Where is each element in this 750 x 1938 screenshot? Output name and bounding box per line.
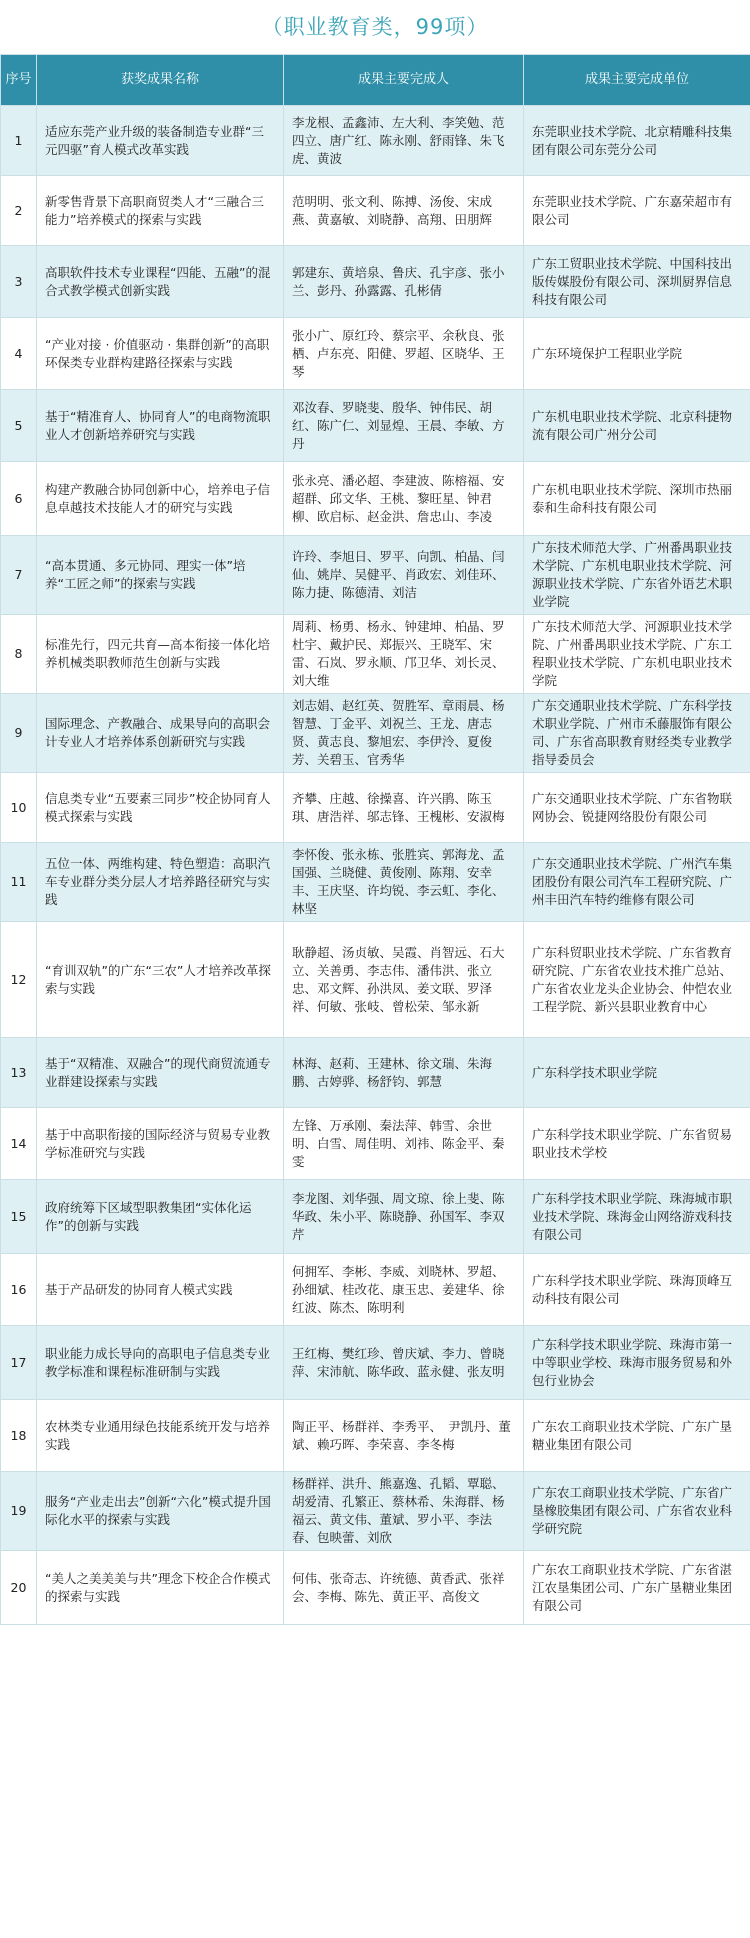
award-people: 齐攀、庄越、徐操喜、许兴鹃、陈玉琪、唐浩祥、邬志锋、王槐彬、安淑梅	[284, 773, 524, 843]
row-index: 13	[1, 1038, 37, 1108]
award-name: “育训双轨”的广东“三农”人才培养改革探索与实践	[37, 922, 284, 1038]
award-people: 陶正平、杨群祥、李秀平、 尹凯丹、董斌、赖巧晖、李荣喜、李冬梅	[284, 1400, 524, 1472]
table-row	[1, 462, 750, 536]
row-index: 6	[1, 462, 37, 536]
header-people: 成果主要完成人	[284, 55, 524, 106]
table-row	[1, 773, 750, 843]
table-row	[1, 1254, 750, 1326]
award-name: 基于“双精准、双融合”的现代商贸流通专业群建设探索与实践	[37, 1038, 284, 1108]
award-name: 构建产教融合协同创新中心，培养电子信息卓越技术技能人才的研究与实践	[37, 462, 284, 536]
award-name: 政府统筹下区域型职教集团“实体化运作”的创新与实践	[37, 1180, 284, 1254]
table-row	[1, 615, 750, 694]
row-index: 14	[1, 1108, 37, 1180]
award-people: 李龙图、刘华强、周文琼、徐上斐、陈华政、朱小平、陈晓静、孙国军、李双芹	[284, 1180, 524, 1254]
row-index: 12	[1, 922, 37, 1038]
row-index: 16	[1, 1254, 37, 1326]
award-people: 刘志娟、赵红英、贺胜军、章雨晨、杨智慧、丁金平、刘祝兰、王龙、唐志贤、黄志良、黎旭宏、李伊泠、夏俊芳、关碧玉、官秀华	[284, 694, 524, 773]
row-index: 17	[1, 1326, 37, 1400]
table-row	[1, 694, 750, 773]
award-units: 广东交通职业技术学院、广州汽车集团股份有限公司汽车工程研究院、广州丰田汽车特约维修有限公司	[524, 843, 750, 922]
table-row	[1, 176, 750, 246]
table-row	[1, 106, 750, 176]
award-people: 邓汝春、罗晓斐、殷华、钟伟民、胡红、陈广仁、刘显煌、王晨、李敏、方丹	[284, 390, 524, 462]
table-row	[1, 1108, 750, 1180]
awards-table	[0, 54, 750, 1625]
award-units: 东莞职业技术学院、广东嘉荣超市有限公司	[524, 176, 750, 246]
page-title: （职业教育类，99项）	[261, 15, 489, 39]
award-people: 张小广、原红玲、蔡宗平、余秋良、张栖、卢东亮、阳健、罗超、区晓华、王琴	[284, 318, 524, 390]
award-units: 广东科学技术职业学院、广东省贸易职业技术学校	[524, 1108, 750, 1180]
award-units: 东莞职业技术学院、北京精雕科技集团有限公司东莞分公司	[524, 106, 750, 176]
award-people: 耿静超、汤贞敏、吴霞、肖智远、石大立、关善勇、李志伟、潘伟洪、张立忠、邓文辉、孙洪凤、姜文联、罗泽祥、何敏、张岐、曾松荣、邹永新	[284, 922, 524, 1038]
row-index: 9	[1, 694, 37, 773]
award-name: 适应东莞产业升级的装备制造专业群“三元四驱”育人模式改革实践	[37, 106, 284, 176]
award-people: 王红梅、樊红珍、曾庆斌、李力、曾晓萍、宋沛航、陈华政、蓝永健、张友明	[284, 1326, 524, 1400]
award-units: 广东科学技术职业学院、珠海顶峰互动科技有限公司	[524, 1254, 750, 1326]
table-row	[1, 246, 750, 318]
row-index: 8	[1, 615, 37, 694]
award-name: 农林类专业通用绿色技能系统开发与培养实践	[37, 1400, 284, 1472]
award-units: 广东科学技术职业学院、珠海城市职业技术学院、珠海金山网络游戏科技有限公司	[524, 1180, 750, 1254]
award-people: 郭建东、黄培泉、鲁庆、孔宇彦、张小兰、彭丹、孙露露、孔彬倩	[284, 246, 524, 318]
award-name: 五位一体、两维构建、特色塑造：高职汽车专业群分类分层人才培养路径研究与实践	[37, 843, 284, 922]
award-name: “高本贯通、多元协同、理实一体”培养“工匠之师”的探索与实践	[37, 536, 284, 615]
award-name: 基于“精准育人、协同育人”的电商物流职业人才创新培养研究与实践	[37, 390, 284, 462]
header-index: 序号	[1, 55, 37, 106]
award-units: 广东机电职业技术学院、北京科捷物流有限公司广州分公司	[524, 390, 750, 462]
award-name: 服务“产业走出去”创新“六化”模式提升国际化水平的探索与实践	[37, 1472, 284, 1551]
award-people: 林海、赵莉、王建林、徐文瑞、朱海鹏、古婷骅、杨舒钧、郭慧	[284, 1038, 524, 1108]
award-people: 左锋、万承刚、秦法萍、韩雪、余世明、白雪、周佳明、刘祎、陈金平、秦雯	[284, 1108, 524, 1180]
award-name: 高职软件技术专业课程“四能、五融”的混合式教学模式创新实践	[37, 246, 284, 318]
award-units: 广东机电职业技术学院、深圳市热丽泰和生命科技有限公司	[524, 462, 750, 536]
row-index: 10	[1, 773, 37, 843]
row-index: 7	[1, 536, 37, 615]
header-units: 成果主要完成单位	[524, 55, 750, 106]
award-people: 张永亮、潘必超、李建波、陈榕福、安超群、邱文华、王桃、黎旺星、钟君柳、欧启标、赵金洪、詹忠山、李凌	[284, 462, 524, 536]
table-row	[1, 1326, 750, 1400]
award-units: 广东技术师范大学、河源职业技术学院、广州番禺职业技术学院、广东工程职业技术学院、广东机电职业技术学院	[524, 615, 750, 694]
award-people: 何伟、张奇志、许统德、黄香武、张祥会、李梅、陈先、黄正平、高俊文	[284, 1551, 524, 1625]
award-units: 广东技术师范大学、广州番禺职业技术学院、广东机电职业技术学院、河源职业技术学院、广东省外语艺术职业学院	[524, 536, 750, 615]
award-name: 新零售背景下高职商贸类人才“三融合三能力”培养模式的探索与实践	[37, 176, 284, 246]
row-index: 18	[1, 1400, 37, 1472]
header-name: 获奖成果名称	[37, 55, 284, 106]
award-units: 广东环境保护工程职业学院	[524, 318, 750, 390]
row-index: 2	[1, 176, 37, 246]
table-row	[1, 1180, 750, 1254]
award-units: 广东科学技术职业学院、珠海市第一中等职业学校、珠海市服务贸易和外包行业协会	[524, 1326, 750, 1400]
award-people: 杨群祥、洪升、熊嘉逸、孔韬、覃聪、胡爱清、孔繁正、蔡林希、朱海群、杨福云、黄文伟、董斌、罗小平、李法春、包映蕾、刘欣	[284, 1472, 524, 1551]
award-units: 广东农工商职业技术学院、广东广垦糖业集团有限公司	[524, 1400, 750, 1472]
table-row	[1, 1551, 750, 1625]
table-row	[1, 318, 750, 390]
row-index: 15	[1, 1180, 37, 1254]
award-people: 许玲、李旭日、罗平、向凯、柏晶、闫仙、姚岸、吴健平、肖政宏、刘佳环、陈力捷、陈德清、刘洁	[284, 536, 524, 615]
table-row	[1, 1038, 750, 1108]
row-index: 3	[1, 246, 37, 318]
row-index: 1	[1, 106, 37, 176]
row-index: 11	[1, 843, 37, 922]
row-index: 19	[1, 1472, 37, 1551]
award-people: 周莉、杨勇、杨永、钟建坤、柏晶、罗杜宇、戴护民、郑振兴、王晓军、宋雷、石岚、罗永顺、邝卫华、刘长灵、刘大维	[284, 615, 524, 694]
row-index: 4	[1, 318, 37, 390]
award-people: 范明明、张文利、陈搏、汤俊、宋成燕、黄嘉敏、刘晓静、高翔、田朋辉	[284, 176, 524, 246]
table-header	[1, 55, 750, 106]
award-people: 何拥军、李彬、李威、刘晓林、罗超、孙细斌、桂改花、康玉忠、姜建华、徐红波、陈杰、陈明利	[284, 1254, 524, 1326]
award-people: 李龙根、孟鑫沛、左大利、李笑勉、范四立、唐广红、陈永刚、舒雨锋、朱飞虎、黄波	[284, 106, 524, 176]
table-row	[1, 1472, 750, 1551]
header-row	[1, 55, 750, 106]
award-units: 广东科学技术职业学院	[524, 1038, 750, 1108]
table-row	[1, 390, 750, 462]
award-name: “美人之美美美与共”理念下校企合作模式的探索与实践	[37, 1551, 284, 1625]
award-name: 基于产品研发的协同育人模式实践	[37, 1254, 284, 1326]
table-row	[1, 1400, 750, 1472]
award-people: 李怀俊、张永栋、张胜宾、郭海龙、孟国强、兰晓健、黄俊刚、陈翔、安幸丰、王庆坚、许均锐、李云虹、李化、林坚	[284, 843, 524, 922]
table-row	[1, 843, 750, 922]
award-name: 基于中高职衔接的国际经济与贸易专业教学标准研究与实践	[37, 1108, 284, 1180]
award-name: 国际理念、产教融合、成果导向的高职会计专业人才培养体系创新研究与实践	[37, 694, 284, 773]
table-row	[1, 922, 750, 1038]
award-name: 信息类专业“五要素三同步”校企协同育人模式探索与实践	[37, 773, 284, 843]
award-units: 广东交通职业技术学院、广东省物联网协会、锐捷网络股份有限公司	[524, 773, 750, 843]
award-units: 广东农工商职业技术学院、广东省湛江农垦集团公司、广东广垦糖业集团有限公司	[524, 1551, 750, 1625]
award-name: 标准先行，四元共育—高本衔接一体化培养机械类职教师范生创新与实践	[37, 615, 284, 694]
table-body	[1, 106, 750, 1625]
row-index: 5	[1, 390, 37, 462]
award-units: 广东科贸职业技术学院、广东省教育研究院、广东省农业技术推广总站、广东省农业龙头企业协会、仲恺农业工程学院、新兴县职业教育中心	[524, 922, 750, 1038]
award-units: 广东交通职业技术学院、广东科学技术职业学院、广州市禾藤服饰有限公司、广东省高职教育财经类专业教学指导委员会	[524, 694, 750, 773]
row-index: 20	[1, 1551, 37, 1625]
award-units: 广东农工商职业技术学院、广东省广垦橡胶集团有限公司、广东省农业科学研究院	[524, 1472, 750, 1551]
table-row	[1, 536, 750, 615]
award-name: “产业对接 · 价值驱动 · 集群创新”的高职环保类专业群构建路径探索与实践	[37, 318, 284, 390]
award-name: 职业能力成长导向的高职电子信息类专业教学标准和课程标准研制与实践	[37, 1326, 284, 1400]
award-units: 广东工贸职业技术学院、中国科技出版传媒股份有限公司、深圳厨界信息科技有限公司	[524, 246, 750, 318]
